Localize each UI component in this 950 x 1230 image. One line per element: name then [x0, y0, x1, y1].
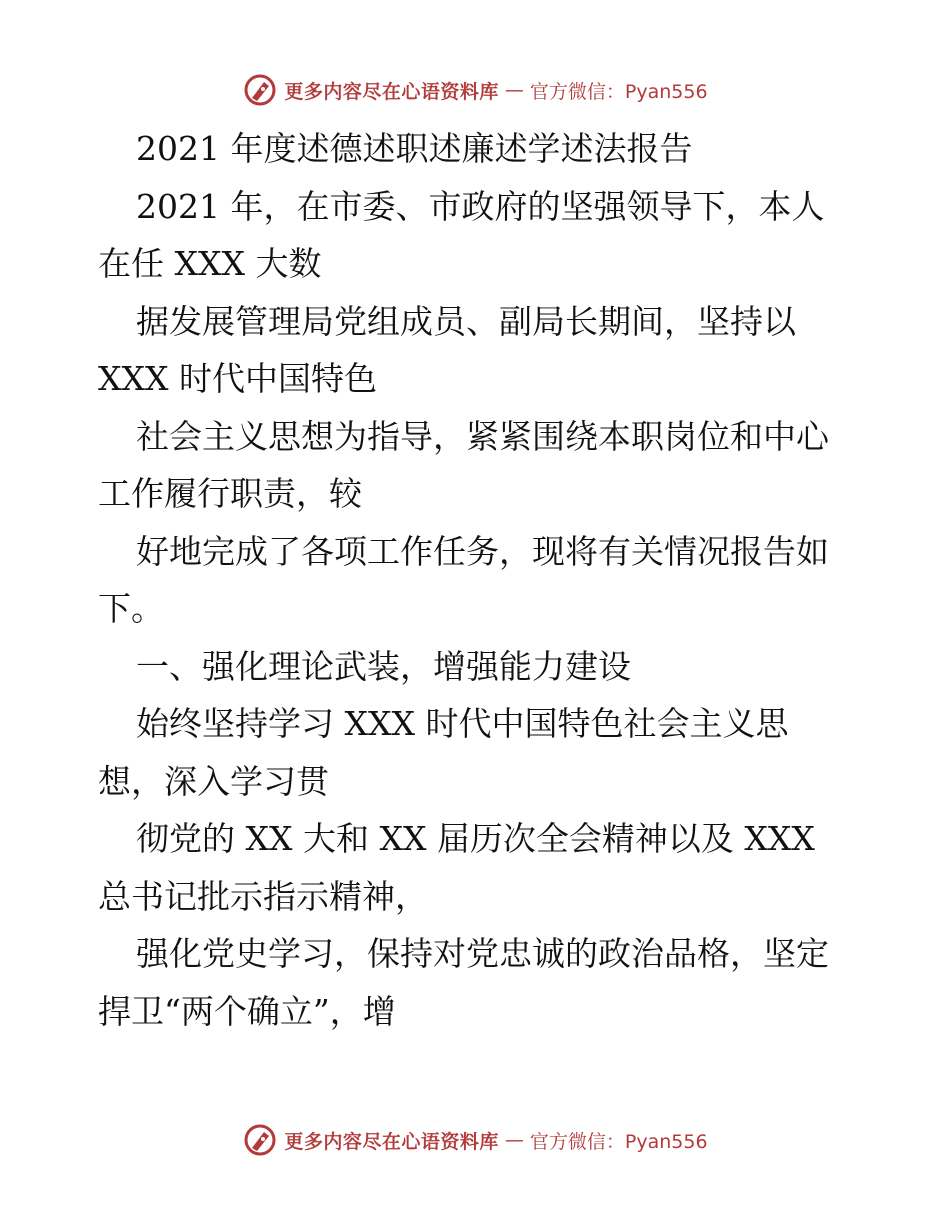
document-line: 始终坚持学习 XXX 时代中国特色社会主义思 [136, 704, 789, 743]
document-line: 想，深入学习贯 [98, 761, 329, 801]
footer-promo-text: 更多内容尽在心语资料库 [284, 1130, 499, 1153]
document-line: 社会主义思想为指导，紧紧围绕本职岗位和中心 [136, 416, 829, 456]
document-line: 彻党的 XX 大和 XX 届历次全会精神以及 XXX [136, 819, 815, 858]
document-line: 下。 [98, 589, 164, 628]
footer-separator: — [504, 1129, 524, 1151]
document-line: 工作履行职责，较 [98, 474, 362, 513]
document-line: 2021 年，在市委、市政府的坚强领导下，本人 [136, 186, 825, 226]
footer-banner [0, 1120, 950, 1160]
header-banner [0, 70, 950, 110]
pen-nib-logo-icon [242, 72, 278, 108]
footer-wechat-text: 官方微信：Pyan556 [529, 1130, 708, 1153]
document-line: 在任 XXX 大数 [98, 244, 322, 283]
document-line: 捍卫“两个确立”，增 [98, 991, 396, 1031]
pen-nib-logo-icon [242, 1122, 278, 1158]
document-body [98, 120, 888, 1040]
document-line: 一、强化理论武装，增强能力建设 [136, 646, 631, 686]
header-promo-text: 更多内容尽在心语资料库 [284, 80, 499, 103]
header-separator: — [504, 79, 524, 101]
document-line: 据发展管理局党组成员、副局长期间，坚持以 [136, 301, 796, 341]
header-wechat-text: 官方微信：Pyan556 [529, 80, 708, 103]
document-line: XXX 时代中国特色 [98, 359, 377, 398]
document-line: 好地完成了各项工作任务，现将有关情况报告如 [136, 531, 829, 571]
document-line: 总书记批示指示精神， [98, 876, 428, 916]
document-line: 2021 年度述德述职述廉述学述法报告 [136, 129, 693, 168]
document-line: 强化党史学习，保持对党忠诚的政治品格，坚定 [136, 934, 829, 973]
